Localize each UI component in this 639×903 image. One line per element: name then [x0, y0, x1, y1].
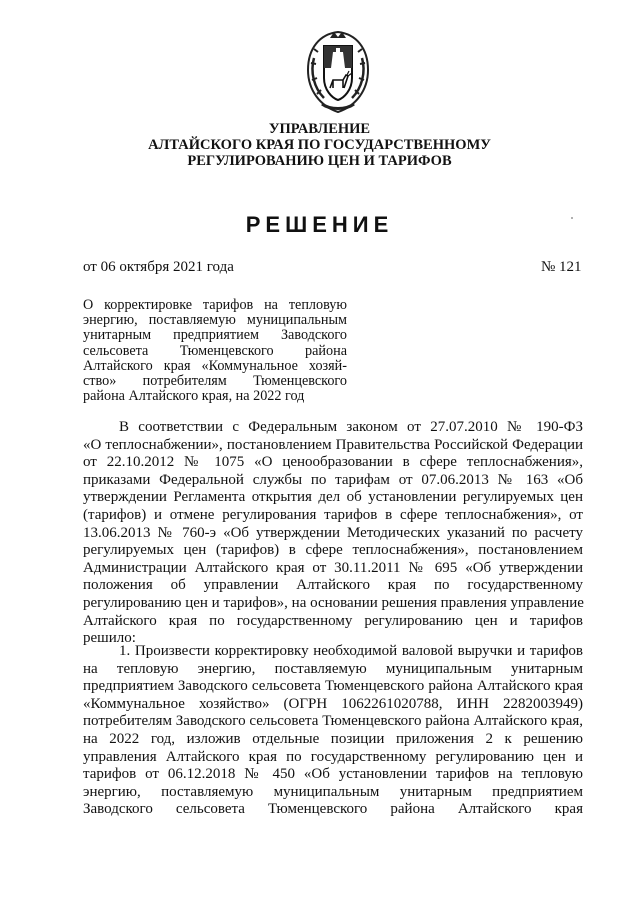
body-line: Алтайского края по государственному регулированию цен и тарифов: [83, 612, 583, 629]
item-1-paragraph: [83, 643, 583, 819]
subject-line: района Алтайского края, на 2022 год: [83, 388, 305, 405]
body-line: регулируемых цен (тарифов) в сфере теплоснабжения», постановлением: [83, 542, 583, 559]
body-line: положения об управлении Алтайского края по государственному: [83, 577, 583, 594]
subject-line: унитарным предприятием Заводского: [83, 327, 347, 344]
subject-line: О корректировке тарифов на тепловую: [83, 297, 347, 313]
subject-line: сельсовета Тюменцевского района: [83, 342, 347, 359]
subject-line: ство» потребителям Тюменцевского: [83, 373, 347, 390]
subject-line: Алтайского края «Коммунальное хозяй-: [83, 357, 347, 374]
decision-date: от 06 октября 2021 года: [83, 259, 234, 275]
body-line: энергию, поставляемую муниципальным унитарным предприятием: [83, 783, 583, 800]
body-line: предприятием Заводского сельсовета Тюменцевского района Алтайского края: [83, 678, 583, 695]
body-line: решило:: [83, 630, 136, 647]
body-line: тарифов от 06.12.2018 № 450 «Об установлении тарифов на тепловую: [83, 766, 583, 783]
decision-subject: [83, 298, 347, 404]
body-line: (тарифов) и отмене регулирования тарифов в сфере теплоснабжения», от: [83, 506, 583, 523]
body-line: «Коммунальное хозяйство» (ОГРН 1062261020788, ИНН 2282003949): [83, 695, 583, 712]
body-line: Администрации Алтайского края от 30.11.2011 № 695 «Об утверждении: [83, 559, 583, 576]
coat-of-arms-icon: [300, 28, 376, 116]
body-line: «О теплоснабжении», постановлением Правительства Российской Федерации: [83, 436, 583, 453]
document-title: РЕШЕНИЕ: [245, 212, 394, 237]
body-line: управления Алтайского края по государственному регулированию цен и: [83, 748, 583, 765]
organization-line: АЛТАЙСКОГО КРАЯ ПО ГОСУДАРСТВЕННОМУ: [148, 137, 491, 153]
preamble-paragraph: [83, 419, 583, 648]
body-line: Заводского сельсовета Тюменцевского района Алтайского края: [83, 801, 583, 818]
organization-line: УПРАВЛЕНИЕ: [268, 121, 371, 137]
body-line: потребителям Заводского сельсовета Тюменцевского района Алтайского края,: [83, 713, 583, 730]
body-line: на 2022 год, изложив отдельные позиции приложения 2 к решению: [83, 730, 583, 747]
body-line: В соответствии с Федеральным законом от 27.07.2010 № 190-ФЗ: [119, 419, 583, 435]
body-line: приказами Федеральной службы по тарифам от 07.06.2013 № 163 «Об: [83, 471, 583, 488]
body-line: 13.06.2013 № 760-э «Об утверждении Методических указаний по расчету: [83, 524, 583, 541]
body-line: на тепловую энергию, поставляемую муниципальным унитарным: [83, 660, 583, 677]
organization-name: [0, 121, 639, 169]
scan-speck: [571, 217, 573, 219]
body-line: утверждении Регламента открытия дел об установлении регулируемых цен: [83, 489, 583, 506]
decision-number: № 121: [541, 259, 582, 275]
body-line: 1. Произвести корректировку необходимой валовой выручки и тарифов: [119, 643, 583, 659]
body-line: от 22.10.2012 № 1075 «О ценообразовании в сфере теплоснабжения»,: [83, 454, 583, 471]
body-line: регулированию цен и тарифов», на основании решения правления управление: [83, 594, 584, 611]
subject-line: энергию, поставляемую муниципальным: [83, 312, 347, 329]
organization-line: РЕГУЛИРОВАНИЮ ЦЕН И ТАРИФОВ: [187, 153, 452, 169]
